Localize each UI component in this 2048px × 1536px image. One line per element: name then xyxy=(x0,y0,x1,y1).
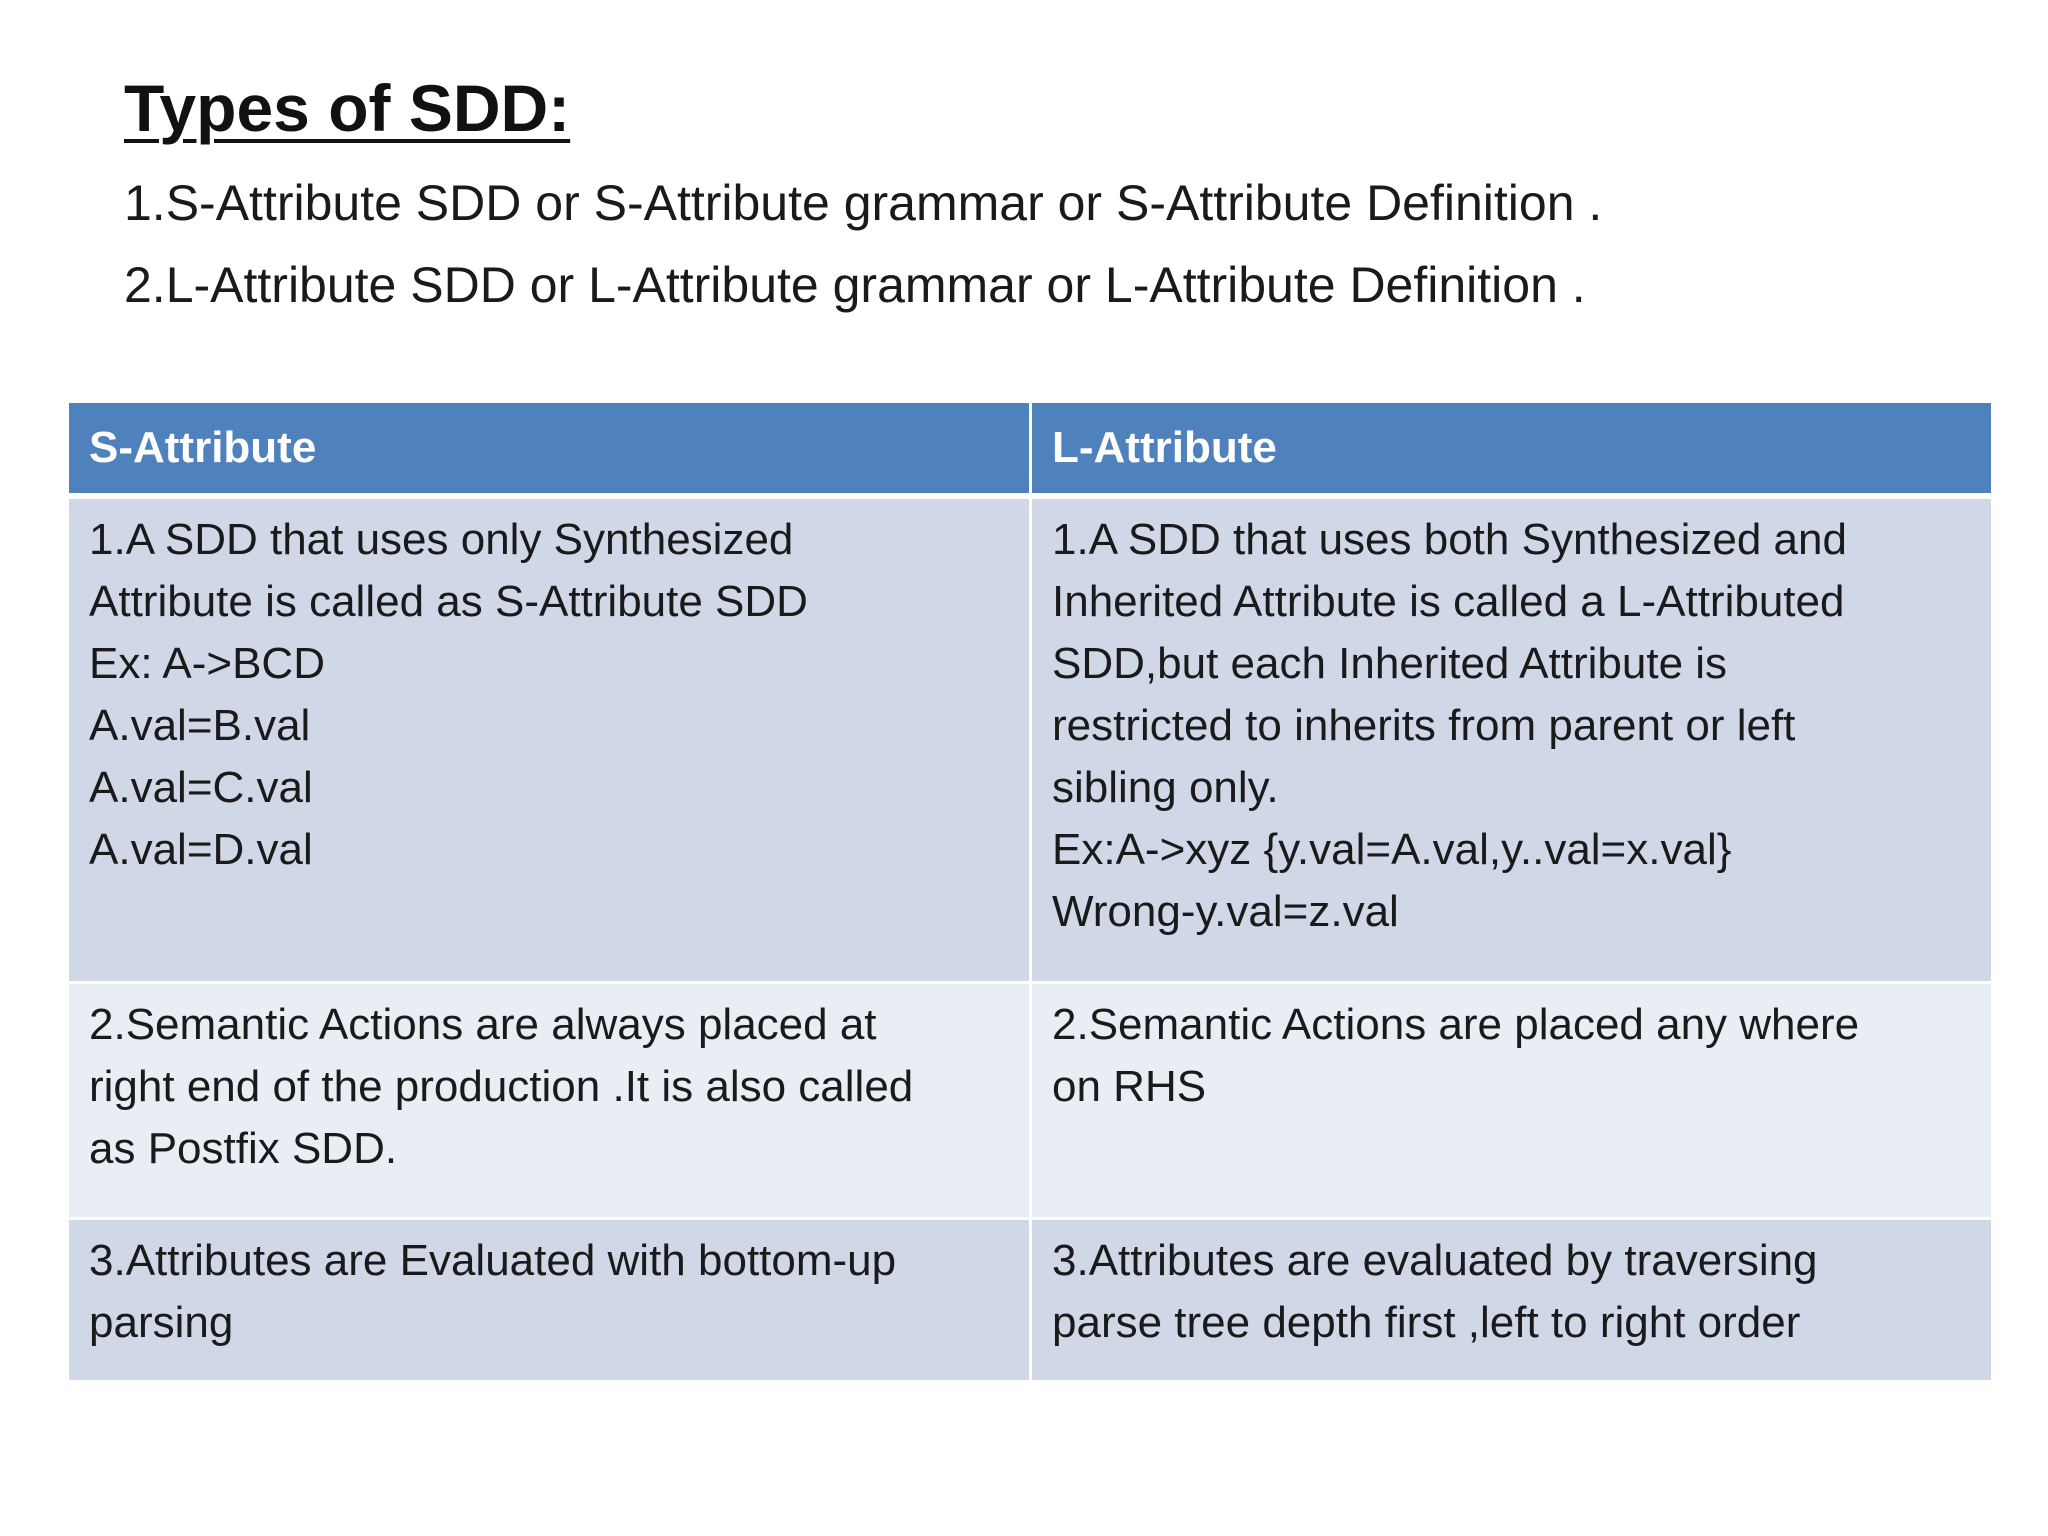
cell-s-definition xyxy=(69,499,1029,984)
cell-line: parse tree depth first ,left to right order xyxy=(1052,1298,1801,1347)
cell-line: 1.A SDD that uses only Synthesized xyxy=(89,515,794,564)
cell-line: 2.Semantic Actions are always placed at xyxy=(89,1000,877,1049)
slide-title: Types of SDD: xyxy=(124,71,571,145)
cell-line: Wrong-y.val=z.val xyxy=(1052,887,1399,936)
cell-line: Inherited Attribute is called a L-Attributed xyxy=(1052,577,1845,626)
cell-l-semantic-actions xyxy=(1029,984,1991,1220)
types-list xyxy=(124,162,1602,326)
cell-line: sibling only. xyxy=(1052,763,1279,812)
cell-line: as Postfix SDD. xyxy=(89,1124,398,1173)
cell-line: A.val=D.val xyxy=(89,825,313,874)
cell-s-semantic-actions xyxy=(69,984,1029,1220)
cell-line: Ex: A->BCD xyxy=(89,639,325,688)
type-item-s-attribute: 1.S-Attribute SDD or S-Attribute grammar or S-Attribute Definition . xyxy=(124,175,1603,231)
cell-line: 3.Attributes are Evaluated with bottom-up xyxy=(89,1236,897,1285)
cell-l-definition xyxy=(1029,499,1991,984)
cell-l-evaluation xyxy=(1029,1220,1991,1380)
cell-line: 3.Attributes are evaluated by traversing xyxy=(1052,1236,1818,1285)
cell-s-evaluation xyxy=(69,1220,1029,1380)
cell-line: Ex:A->xyz {y.val=A.val,y..val=x.val} xyxy=(1052,825,1732,874)
comparison-table xyxy=(69,403,1991,1380)
table-row xyxy=(69,984,1991,1220)
cell-line: parsing xyxy=(89,1298,234,1347)
cell-line: restricted to inherits from parent or left xyxy=(1052,701,1796,750)
cell-line: A.val=B.val xyxy=(89,701,311,750)
header-l-attribute: L-Attribute xyxy=(1029,403,1991,499)
table-row xyxy=(69,1220,1991,1380)
cell-line: 1.A SDD that uses both Synthesized and xyxy=(1052,515,1847,564)
cell-line: Attribute is called as S-Attribute SDD xyxy=(89,577,808,626)
type-item-l-attribute: 2.L-Attribute SDD or L-Attribute grammar or L-Attribute Definition . xyxy=(124,257,1586,313)
cell-line: 2.Semantic Actions are placed any where xyxy=(1052,1000,1860,1049)
cell-line: SDD,but each Inherited Attribute is xyxy=(1052,639,1728,688)
cell-line: right end of the production .It is also called xyxy=(89,1062,914,1111)
header-s-attribute: S-Attribute xyxy=(69,403,1029,499)
table-header-row xyxy=(69,403,1991,499)
table-row xyxy=(69,499,1991,984)
cell-line: on RHS xyxy=(1052,1062,1207,1111)
cell-line: A.val=C.val xyxy=(89,763,313,812)
